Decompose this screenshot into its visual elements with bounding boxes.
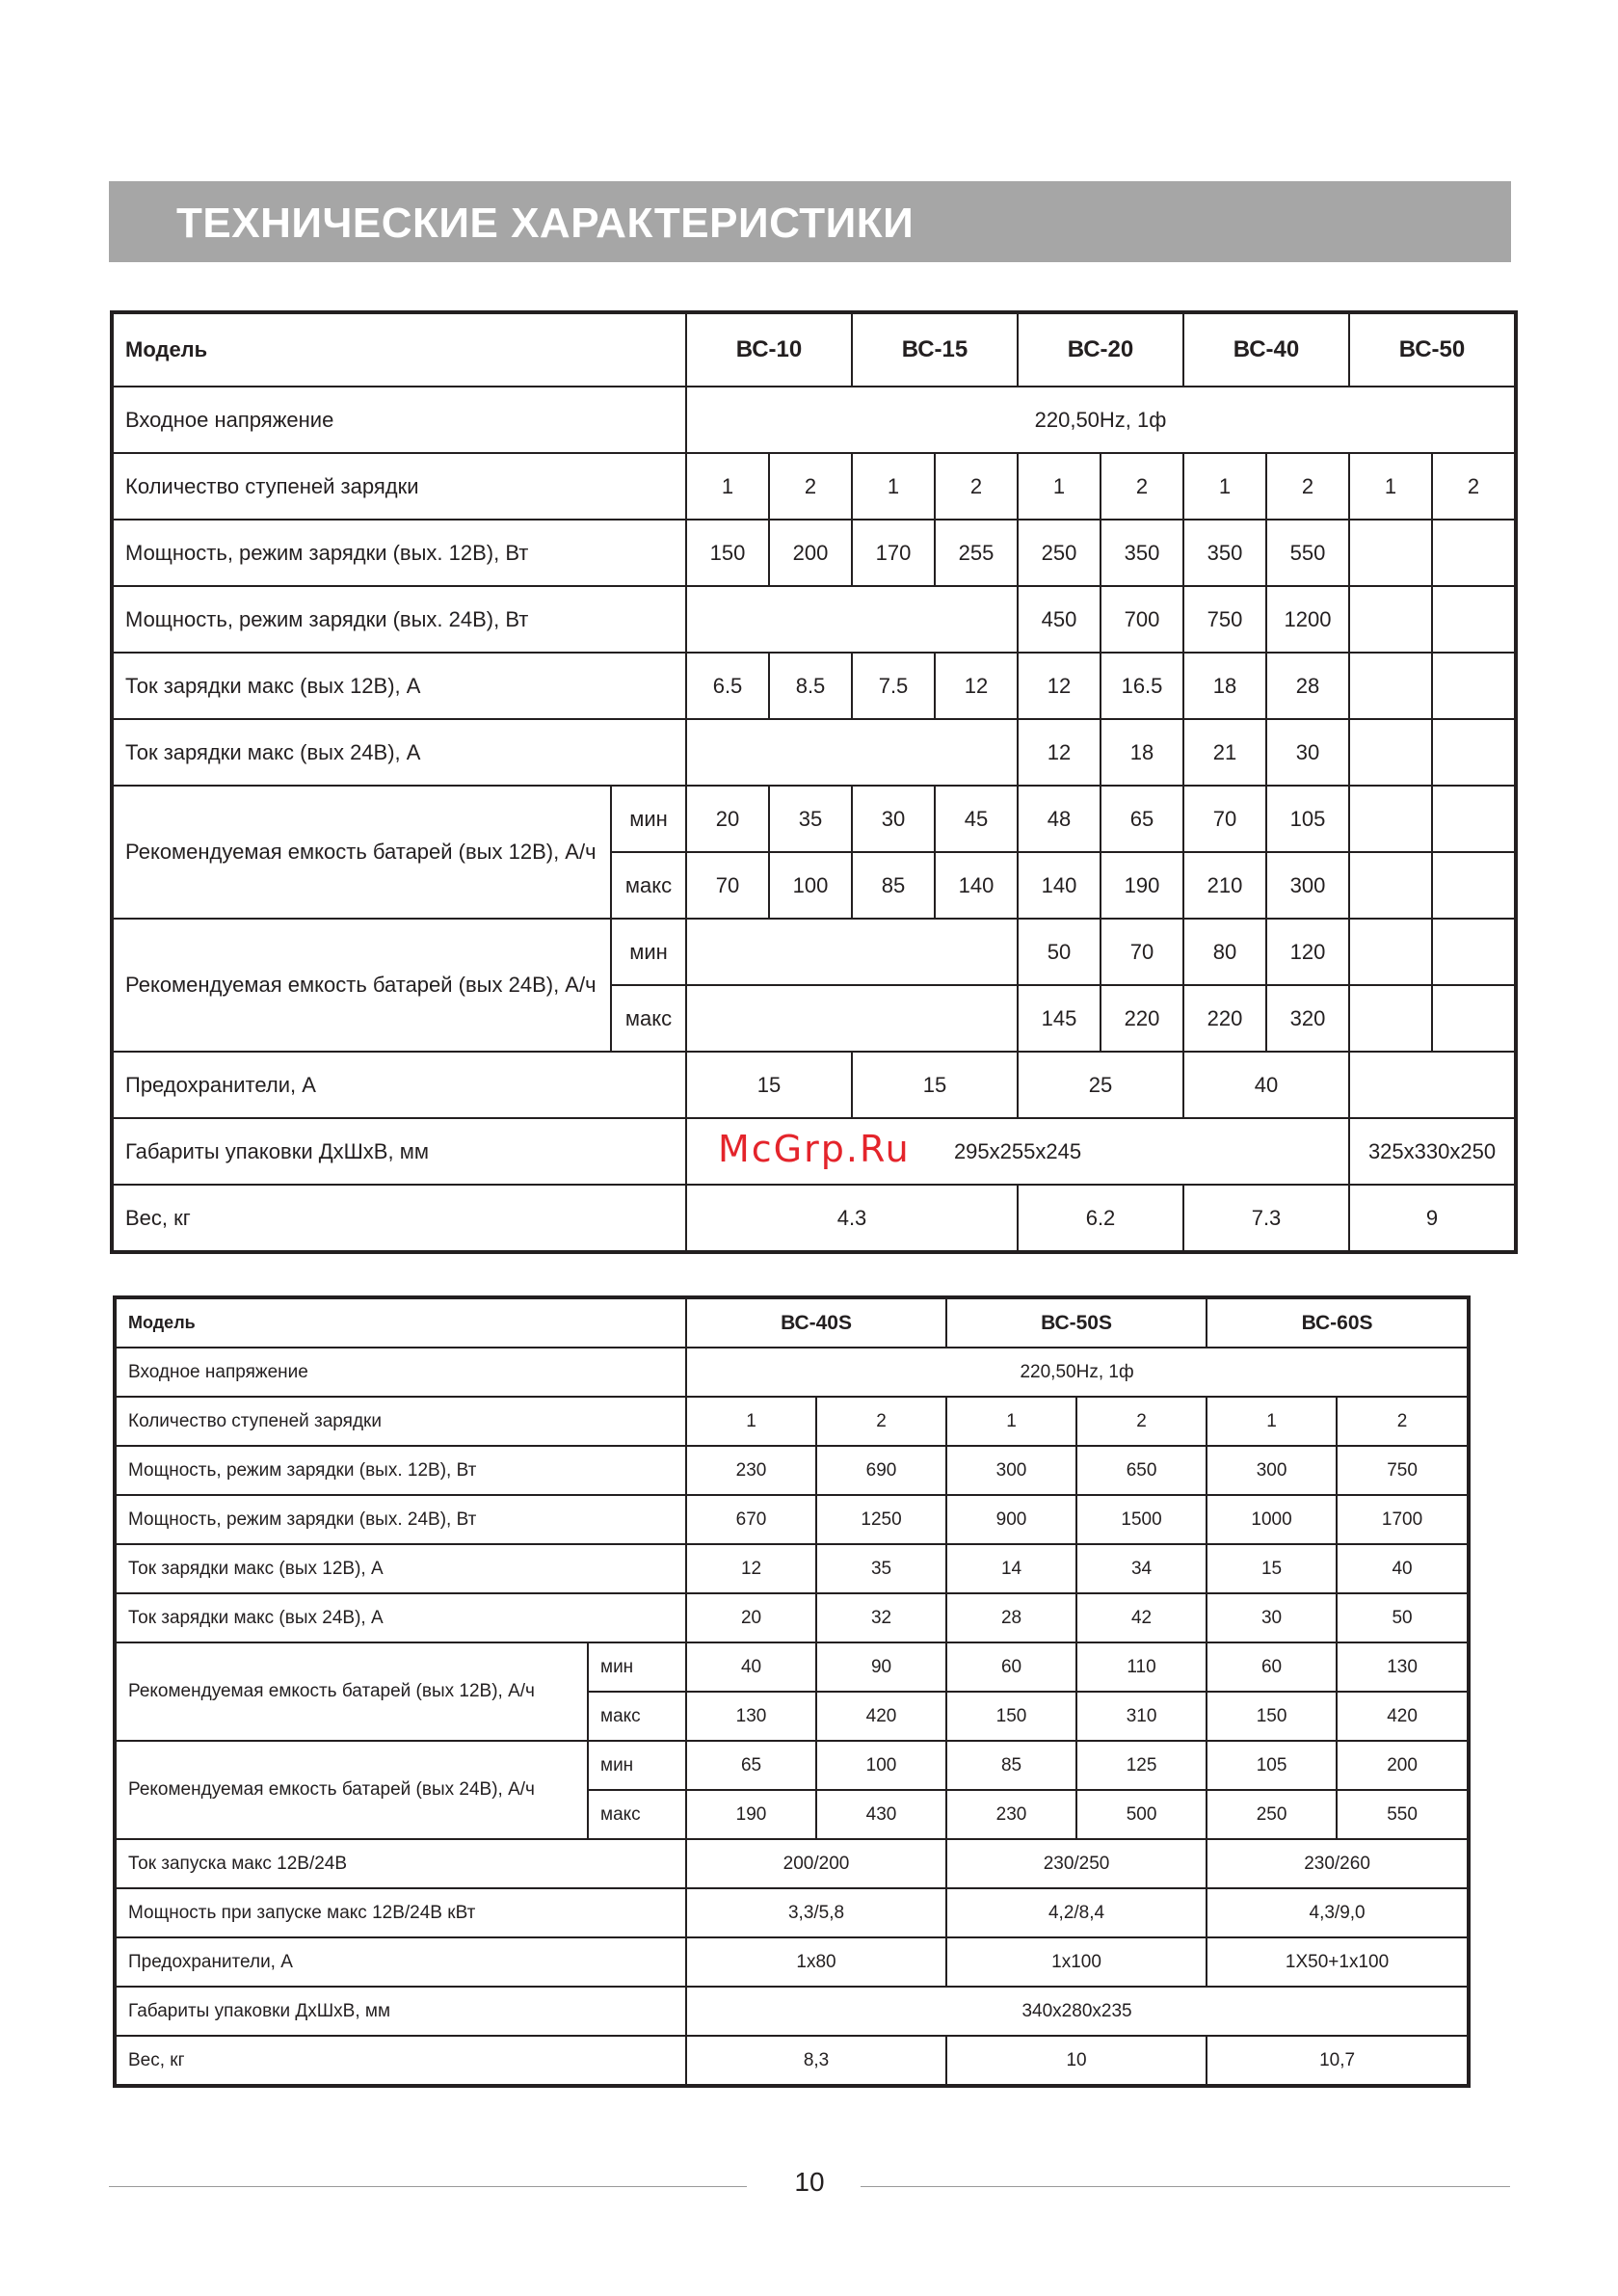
table-row: [115, 1297, 1469, 1348]
empty-cell: [686, 586, 1018, 653]
table-cell: 1200: [1266, 586, 1349, 653]
table-cell: 18: [1183, 653, 1266, 719]
table-cell: 80: [1183, 919, 1266, 985]
sub-label: макс: [611, 985, 686, 1052]
table-cell: 295x255x245: [686, 1118, 1349, 1185]
table-cell: 40: [1337, 1544, 1469, 1593]
table-cell: 325x330x250: [1349, 1118, 1516, 1185]
table-cell: 1: [1018, 453, 1101, 520]
table-cell: 12: [1018, 719, 1101, 786]
row-label: Габариты упаковки ДхШхВ, мм: [115, 1987, 686, 2036]
table-cell: 40: [1183, 1052, 1349, 1118]
table-cell: 48: [1018, 786, 1101, 852]
model-label: Модель: [115, 1297, 686, 1348]
table-cell: 120: [1266, 919, 1349, 985]
empty-cell: [1432, 985, 1516, 1052]
table-cell: 670: [686, 1495, 816, 1544]
table-row: [115, 1593, 1469, 1642]
table-row: [112, 312, 1516, 387]
table-cell: 1x80: [686, 1937, 946, 1987]
row-label: Предохранители, А: [115, 1937, 686, 1987]
model-name: ВС-40: [1183, 312, 1349, 387]
table-cell: 6.2: [1018, 1185, 1183, 1252]
table-cell: 7.5: [852, 653, 935, 719]
table-cell: 350: [1183, 520, 1266, 586]
table-cell: 140: [1018, 852, 1101, 919]
table-cell: 170: [852, 520, 935, 586]
page-title: ТЕХНИЧЕСКИЕ ХАРАКТЕРИСТИКИ: [176, 200, 915, 247]
row-label: Рекомендуемая емкость батарей (вых 12В), А/ч: [115, 1642, 588, 1741]
table-cell: 14: [946, 1544, 1076, 1593]
table-cell: 90: [816, 1642, 946, 1692]
table-cell: 70: [1183, 786, 1266, 852]
table-row: [112, 387, 1516, 453]
table-row: [115, 1741, 1469, 1790]
table-cell: 1: [1349, 453, 1432, 520]
model-name: ВС-10: [686, 312, 852, 387]
table-cell: 110: [1076, 1642, 1207, 1692]
row-label: Мощность, режим зарядки (вых. 12В), Вт: [112, 520, 686, 586]
table-row: [112, 1052, 1516, 1118]
row-label: Ток запуска макс 12В/24В: [115, 1839, 686, 1888]
table-cell: 105: [1207, 1741, 1337, 1790]
table-row: [115, 1348, 1469, 1397]
table-cell: 30: [1207, 1593, 1337, 1642]
table-cell: 20: [686, 1593, 816, 1642]
table-cell: 200/200: [686, 1839, 946, 1888]
row-label: Рекомендуемая емкость батарей (вых 24В), А/ч: [115, 1741, 588, 1839]
row-label: Рекомендуемая емкость батарей (вых 12В), А/ч: [112, 786, 611, 919]
table-row: [115, 1888, 1469, 1937]
table-row: [112, 586, 1516, 653]
table-cell: 60: [1207, 1642, 1337, 1692]
table-cell: 35: [816, 1544, 946, 1593]
table-cell: 15: [852, 1052, 1018, 1118]
table-row: [115, 1495, 1469, 1544]
title-banner: [109, 181, 1511, 262]
empty-cell: [1349, 586, 1432, 653]
table-cell: 130: [1337, 1642, 1469, 1692]
table-row: [115, 1987, 1469, 2036]
table-row: [112, 520, 1516, 586]
model-label: Модель: [112, 312, 686, 387]
table-cell: 220,50Hz, 1ф: [686, 1348, 1469, 1397]
table-row: [115, 1446, 1469, 1495]
table-cell: 750: [1337, 1446, 1469, 1495]
empty-cell: [1432, 719, 1516, 786]
empty-cell: [1349, 719, 1432, 786]
table-cell: 250: [1207, 1790, 1337, 1839]
table-cell: 28: [946, 1593, 1076, 1642]
empty-cell: [1432, 919, 1516, 985]
model-name: ВС-50: [1349, 312, 1516, 387]
table-cell: 2: [1101, 453, 1183, 520]
table-cell: 230/250: [946, 1839, 1207, 1888]
table-cell: 15: [1207, 1544, 1337, 1593]
table-row: [112, 919, 1516, 985]
row-label: Мощность, режим зарядки (вых. 12В), Вт: [115, 1446, 686, 1495]
table-cell: 220: [1183, 985, 1266, 1052]
table-cell: 4,3/9,0: [1207, 1888, 1469, 1937]
model-name: ВС-40S: [686, 1297, 946, 1348]
table-cell: 1: [1207, 1397, 1337, 1446]
table-row: [112, 786, 1516, 852]
table-cell: 1: [686, 1397, 816, 1446]
table-cell: 40: [686, 1642, 816, 1692]
table-row: [115, 1839, 1469, 1888]
table-row: [115, 2036, 1469, 2086]
sub-label: макс: [588, 1692, 686, 1741]
table-cell: 4.3: [686, 1185, 1018, 1252]
table-cell: 16.5: [1101, 653, 1183, 719]
spec-table-1: [110, 310, 1518, 1254]
table-cell: 1x100: [946, 1937, 1207, 1987]
table-cell: 320: [1266, 985, 1349, 1052]
table-cell: 190: [686, 1790, 816, 1839]
row-label: Входное напряжение: [115, 1348, 686, 1397]
table-cell: 750: [1183, 586, 1266, 653]
footer-divider-right: [861, 2186, 1510, 2187]
sub-label: мин: [588, 1642, 686, 1692]
table-cell: 200: [1337, 1741, 1469, 1790]
table-cell: 32: [816, 1593, 946, 1642]
row-label: Вес, кг: [112, 1185, 686, 1252]
table-cell: 50: [1337, 1593, 1469, 1642]
table-cell: 4,2/8,4: [946, 1888, 1207, 1937]
table-cell: 18: [1101, 719, 1183, 786]
row-label: Вес, кг: [115, 2036, 686, 2086]
table-cell: 230: [946, 1790, 1076, 1839]
table-cell: 100: [816, 1741, 946, 1790]
model-name: ВС-60S: [1207, 1297, 1469, 1348]
table-cell: 550: [1337, 1790, 1469, 1839]
table-cell: 7.3: [1183, 1185, 1349, 1252]
footer-divider-left: [109, 2186, 747, 2187]
table-cell: 700: [1101, 586, 1183, 653]
table-cell: 100: [769, 852, 852, 919]
empty-cell: [1349, 852, 1432, 919]
empty-cell: [1349, 520, 1432, 586]
table-cell: 2: [1266, 453, 1349, 520]
table-cell: 420: [816, 1692, 946, 1741]
sub-label: макс: [611, 852, 686, 919]
table-cell: 430: [816, 1790, 946, 1839]
table-cell: 10,7: [1207, 2036, 1469, 2086]
table-cell: 150: [686, 520, 769, 586]
empty-cell: [1349, 919, 1432, 985]
empty-cell: [1432, 852, 1516, 919]
sub-label: мин: [611, 919, 686, 985]
table-cell: 50: [1018, 919, 1101, 985]
table-row: [112, 453, 1516, 520]
table-cell: 250: [1018, 520, 1101, 586]
table-cell: 550: [1266, 520, 1349, 586]
table-cell: 1250: [816, 1495, 946, 1544]
table-cell: 2: [1337, 1397, 1469, 1446]
table-cell: 42: [1076, 1593, 1207, 1642]
table-cell: 1700: [1337, 1495, 1469, 1544]
row-label: Ток зарядки макс (вых 24В), А: [112, 719, 686, 786]
table-cell: 200: [769, 520, 852, 586]
table-cell: 340x280x235: [686, 1987, 1469, 2036]
empty-cell: [1432, 586, 1516, 653]
table-cell: 420: [1337, 1692, 1469, 1741]
table-cell: 12: [935, 653, 1018, 719]
sub-label: макс: [588, 1790, 686, 1839]
table-cell: 8,3: [686, 2036, 946, 2086]
table-cell: 30: [1266, 719, 1349, 786]
table-cell: 150: [946, 1692, 1076, 1741]
table-cell: 1: [852, 453, 935, 520]
table-cell: 140: [935, 852, 1018, 919]
table-cell: 210: [1183, 852, 1266, 919]
table-cell: 220,50Hz, 1ф: [686, 387, 1516, 453]
table-cell: 34: [1076, 1544, 1207, 1593]
table-cell: 85: [946, 1741, 1076, 1790]
table-cell: 6.5: [686, 653, 769, 719]
table-cell: 1: [946, 1397, 1076, 1446]
empty-cell: [1432, 653, 1516, 719]
empty-cell: [686, 719, 1018, 786]
row-label: Ток зарядки макс (вых 12В), А: [115, 1544, 686, 1593]
table-cell: 220: [1101, 985, 1183, 1052]
table-cell: 130: [686, 1692, 816, 1741]
table-cell: 1000: [1207, 1495, 1337, 1544]
model-name: ВС-20: [1018, 312, 1183, 387]
table-cell: 690: [816, 1446, 946, 1495]
table-row: [115, 1937, 1469, 1987]
table-row: [112, 653, 1516, 719]
model-name: ВС-15: [852, 312, 1018, 387]
table-cell: 35: [769, 786, 852, 852]
watermark: McGrp.Ru: [718, 1128, 911, 1170]
table-cell: 145: [1018, 985, 1101, 1052]
table-cell: 2: [769, 453, 852, 520]
row-label: Количество ступеней зарядки: [115, 1397, 686, 1446]
row-label: Мощность, режим зарядки (вых. 24В), Вт: [115, 1495, 686, 1544]
table-cell: 12: [1018, 653, 1101, 719]
table-cell: 70: [1101, 919, 1183, 985]
row-label: Рекомендуемая емкость батарей (вых 24В), А/ч: [112, 919, 611, 1052]
table-cell: 25: [1018, 1052, 1183, 1118]
empty-cell: [1432, 786, 1516, 852]
page-number: 10: [794, 2167, 825, 2197]
table-cell: 1X50+1x100: [1207, 1937, 1469, 1987]
table-cell: 450: [1018, 586, 1101, 653]
table-cell: 8.5: [769, 653, 852, 719]
table-cell: 650: [1076, 1446, 1207, 1495]
empty-cell: [686, 985, 1018, 1052]
table-cell: 150: [1207, 1692, 1337, 1741]
table-cell: 15: [686, 1052, 852, 1118]
table-cell: 2: [1076, 1397, 1207, 1446]
table-cell: 12: [686, 1544, 816, 1593]
empty-cell: [1349, 1052, 1516, 1118]
table-row: [112, 719, 1516, 786]
table-cell: 65: [1101, 786, 1183, 852]
table-cell: 3,3/5,8: [686, 1888, 946, 1937]
empty-cell: [1349, 985, 1432, 1052]
row-label: Мощность при запуске макс 12В/24В кВт: [115, 1888, 686, 1937]
spec-table-2: [113, 1295, 1471, 2088]
table-cell: 310: [1076, 1692, 1207, 1741]
table-cell: 2: [935, 453, 1018, 520]
row-label: Ток зарядки макс (вых 12В), А: [112, 653, 686, 719]
table-cell: 125: [1076, 1741, 1207, 1790]
table-cell: 900: [946, 1495, 1076, 1544]
table-cell: 230: [686, 1446, 816, 1495]
table-cell: 300: [1266, 852, 1349, 919]
sub-label: мин: [588, 1741, 686, 1790]
table-cell: 60: [946, 1642, 1076, 1692]
table-cell: 10: [946, 2036, 1207, 2086]
table-cell: 350: [1101, 520, 1183, 586]
table-cell: 230/260: [1207, 1839, 1469, 1888]
table-cell: 20: [686, 786, 769, 852]
table-cell: 9: [1349, 1185, 1516, 1252]
table-cell: 28: [1266, 653, 1349, 719]
table-row: [115, 1397, 1469, 1446]
empty-cell: [1349, 786, 1432, 852]
row-label: Предохранители, А: [112, 1052, 686, 1118]
table-row: [112, 1185, 1516, 1252]
row-label: Мощность, режим зарядки (вых. 24В), Вт: [112, 586, 686, 653]
table-cell: 30: [852, 786, 935, 852]
sub-label: мин: [611, 786, 686, 852]
table-cell: 21: [1183, 719, 1266, 786]
empty-cell: [686, 919, 1018, 985]
row-label: Количество ступеней зарядки: [112, 453, 686, 520]
table-cell: 2: [1432, 453, 1516, 520]
table-cell: 65: [686, 1741, 816, 1790]
table-cell: 300: [946, 1446, 1076, 1495]
model-name: ВС-50S: [946, 1297, 1207, 1348]
table-cell: 70: [686, 852, 769, 919]
empty-cell: [1432, 520, 1516, 586]
row-label: Ток зарядки макс (вых 24В), А: [115, 1593, 686, 1642]
table-cell: 1: [686, 453, 769, 520]
table-cell: 2: [816, 1397, 946, 1446]
table-cell: 1500: [1076, 1495, 1207, 1544]
table-row: [115, 1544, 1469, 1593]
table-cell: 85: [852, 852, 935, 919]
table-cell: 500: [1076, 1790, 1207, 1839]
table-cell: 300: [1207, 1446, 1337, 1495]
table-cell: 190: [1101, 852, 1183, 919]
table-cell: 1: [1183, 453, 1266, 520]
table-cell: 45: [935, 786, 1018, 852]
row-label: Входное напряжение: [112, 387, 686, 453]
row-label: Габариты упаковки ДхШхВ, мм: [112, 1118, 686, 1185]
table-cell: 255: [935, 520, 1018, 586]
table-cell: 105: [1266, 786, 1349, 852]
empty-cell: [1349, 653, 1432, 719]
table-row: [115, 1642, 1469, 1692]
